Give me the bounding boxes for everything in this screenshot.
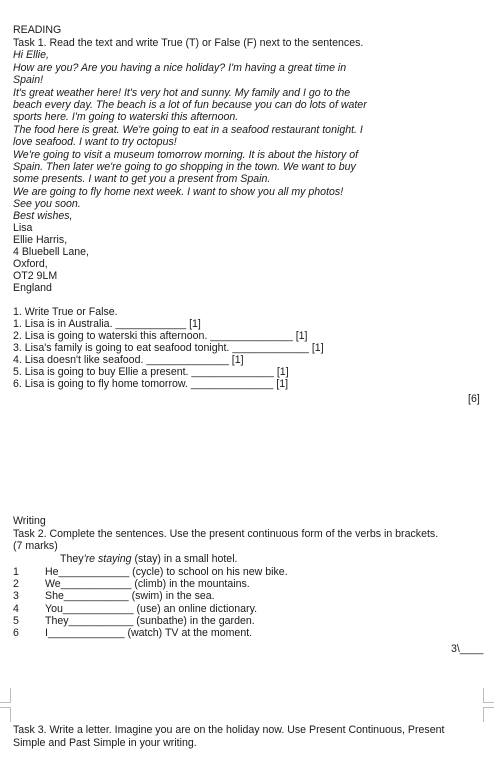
true-false-item: 5. Lisa is going to buy Ellie a present. ______________ [1]: [13, 366, 289, 378]
true-false-item: 3. Lisa's family is going to eat seafood tonight. _____________ [1]: [13, 342, 324, 354]
letter-line: Hi Ellie,: [13, 49, 49, 61]
section-title-reading: READING: [13, 24, 62, 36]
letter-line: The food here is great. We're going to eat in a seafood restaurant tonight. I: [13, 124, 363, 136]
letter-line: How are you? Are you having a nice holiday? I'm having a great time in: [13, 62, 347, 74]
letter-line: It's great weather here! It's very hot and sunny. My family and I go to the: [13, 87, 351, 99]
address-line: England: [13, 282, 52, 294]
letter-line: Best wishes,: [13, 210, 73, 222]
task2-item: He____________ (cycle) to school on his new bike.: [45, 566, 288, 578]
page-corner-mark: [0, 707, 11, 722]
writing-title: Writing: [13, 515, 46, 527]
address-line: 4 Bluebell Lane,: [13, 246, 89, 258]
letter-line: beach every day. The beach is a lot of fun because you can do lots of water: [13, 99, 367, 111]
address-line: OT2 9LM: [13, 270, 58, 282]
task2-score: 3\____: [451, 643, 484, 655]
true-false-total: [6]: [468, 393, 480, 405]
letter-line: some presents. I want to get you a present from Spain.: [13, 173, 271, 185]
task2-item-number: 6: [13, 627, 19, 639]
address-line: Lisa: [13, 222, 33, 234]
task2-item-number: 2: [13, 578, 19, 590]
task2-item-number: 3: [13, 590, 19, 602]
task2-item: I_____________ (watch) TV at the moment.: [45, 627, 253, 639]
task3-instruction: Task 3. Write a letter. Imagine you are on the holiday now. Use Present Continuous, Present: [13, 724, 445, 736]
letter-line: Spain!: [13, 74, 44, 86]
task2-item-number: 5: [13, 615, 19, 627]
page-corner-mark: [483, 688, 494, 703]
page-corner-mark: [0, 688, 11, 703]
task2-instruction: Task 2. Complete the sentences. Use the present continuous form of the verbs in brackets.: [13, 528, 439, 540]
task2-item: They___________ (sunbathe) in the garden.: [45, 615, 255, 627]
true-false-title: 1. Write True or False.: [13, 306, 118, 318]
true-false-item: 4. Lisa doesn't like seafood. ______________ [1]: [13, 354, 244, 366]
task1-instruction: Task 1. Read the text and write True (T) or False (F) next to the sentences.: [13, 37, 364, 49]
task2-item: We____________ (climb) in the mountains.: [45, 578, 250, 590]
task2-example: They're staying (stay) in a small hotel.: [60, 553, 238, 565]
page-corner-mark: [483, 707, 494, 722]
address-line: Oxford,: [13, 258, 48, 270]
task2-item-number: 4: [13, 603, 19, 615]
letter-line: We are going to fly home next week. I want to show you all my photos!: [13, 186, 344, 198]
letter-line: sports here. I'm going to waterski this afternoon.: [13, 111, 239, 123]
task2-item: She___________ (swim) in the sea.: [45, 590, 215, 602]
letter-line: Spain. Then later we're going to go shopping in the town. We want to buy: [13, 161, 356, 173]
task2-item-number: 1: [13, 566, 19, 578]
true-false-item: 6. Lisa is going to fly home tomorrow. ______________ [1]: [13, 378, 289, 390]
task2-item: You____________ (use) an online dictionary.: [45, 603, 258, 615]
task2-marks: (7 marks): [13, 540, 58, 552]
letter-line: love seafood. I want to try octopus!: [13, 136, 177, 148]
task3-instruction: Simple and Past Simple in your writing.: [13, 737, 197, 749]
address-line: Ellie Harris,: [13, 234, 68, 246]
true-false-item: 1. Lisa is in Australia. ____________ [1]: [13, 318, 201, 330]
letter-line: We're going to visit a museum tomorrow morning. It is about the history of: [13, 149, 359, 161]
true-false-item: 2. Lisa is going to waterski this afternoon. ______________ [1]: [13, 330, 308, 342]
letter-line: See you soon.: [13, 198, 81, 210]
